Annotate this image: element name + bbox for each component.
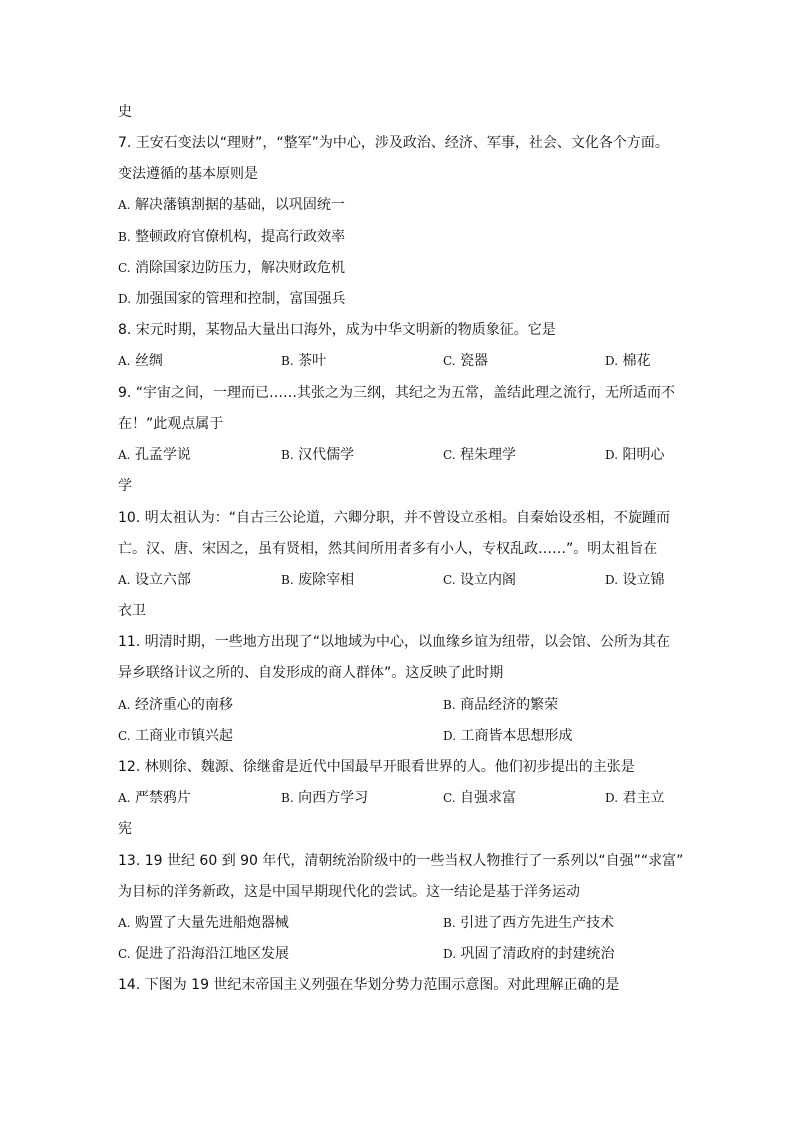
q7-stem-line-1: 7. 王安石变法以“理财”，“整军”为中心，涉及政治、经济、军事，社会、文化各个方面。: [118, 135, 669, 151]
q8-option-d[interactable]: [605, 351, 650, 371]
q11-option-d[interactable]: [443, 726, 572, 746]
option-text: 汉代儒学: [298, 447, 355, 463]
option-text: 废除宰相: [298, 572, 355, 588]
option-text: 整顿政府官僚机构，提高行政效率: [135, 229, 346, 245]
option-text: 向西方学习: [298, 790, 369, 806]
option-letter: C.: [443, 448, 456, 462]
q10-stem-line-1: 10. 明太祖认为：“自古三公论道，六卿分职，并不曾设立丞相。自秦始设丞相，不旋踵而: [118, 510, 670, 526]
option-letter: B.: [281, 573, 294, 587]
option-text: 商品经济的繁荣: [460, 697, 559, 713]
q9-option-d[interactable]: [605, 445, 664, 465]
option-text: 解决藩镇割据的基础，以巩固统一: [134, 197, 345, 213]
option-letter: A.: [118, 573, 131, 587]
option-text: 加强国家的管理和控制，富国强兵: [135, 291, 346, 307]
q12-stem-line-1: 12. 林则徐、魏源、徐继畬是近代中国最早开眼看世界的人。他们初步提出的主张是: [118, 759, 635, 775]
q9-option-wrap: 学: [118, 478, 132, 494]
q10-option-wrap: 衣卫: [118, 603, 146, 619]
option-text: 设立六部: [134, 572, 191, 588]
option-letter: D.: [605, 354, 619, 368]
q8-stem-line-1: 8. 宋元时期，某物品大量出口海外，成为中华文明新的物质象征。它是: [118, 322, 556, 338]
q8-option-b[interactable]: [281, 351, 326, 371]
option-letter: B.: [281, 791, 294, 805]
q7-stem-line-2: 变法遵循的基本原则是: [118, 166, 258, 182]
option-text: 君主立: [622, 790, 665, 806]
q10-option-d[interactable]: [605, 570, 664, 590]
option-text: 自强求富: [460, 790, 517, 806]
option-letter: D.: [605, 573, 619, 587]
option-letter: A.: [118, 698, 131, 712]
option-text: 丝绸: [134, 353, 163, 369]
option-letter: C.: [118, 729, 131, 743]
option-text: 设立锦: [622, 572, 665, 588]
q13-option-d[interactable]: [443, 944, 614, 964]
q12-option-b[interactable]: [281, 788, 368, 808]
option-text: 严禁鸦片: [134, 790, 191, 806]
option-text: 茶叶: [298, 353, 327, 369]
option-letter: D.: [605, 791, 619, 805]
option-text: 程朱理学: [460, 447, 517, 463]
q12-option-d[interactable]: [605, 788, 664, 808]
q13-option-b[interactable]: [443, 913, 614, 933]
option-text: 工商皆本思想形成: [460, 728, 573, 744]
q11-option-a[interactable]: [118, 695, 233, 715]
q10-option-c[interactable]: [443, 570, 516, 590]
option-letter: A.: [118, 198, 131, 212]
q13-stem-line-2: 为目标的洋务新政，这是中国早期现代化的尝试。这一结论是基于洋务运动: [118, 884, 580, 900]
q9-stem-line-1: 9. “宇宙之间，一理而已……其张之为三纲，其纪之为五常，盖结此理之流行，无所适而不: [118, 385, 676, 401]
option-text: 促进了沿海沿江地区发展: [135, 946, 290, 962]
option-letter: C.: [443, 791, 456, 805]
q11-stem-line-2: 异乡联络计议之所的、自发形成的商人群体”。这反映了此时期: [118, 665, 504, 681]
option-letter: C.: [118, 947, 131, 961]
option-text: 经济重心的南移: [134, 697, 233, 713]
q12-option-c[interactable]: [443, 788, 516, 808]
option-letter: B.: [443, 916, 456, 930]
option-letter: D.: [605, 448, 619, 462]
q9-option-c[interactable]: [443, 445, 516, 465]
option-letter: C.: [118, 261, 131, 275]
carry-over-text: 史: [118, 104, 132, 120]
q13-option-a[interactable]: [118, 913, 289, 933]
q10-option-b[interactable]: [281, 570, 354, 590]
q7-option-c[interactable]: [118, 258, 345, 278]
option-text: 引进了西方先进生产技术: [460, 915, 615, 931]
option-letter: A.: [118, 791, 131, 805]
q13-option-c[interactable]: [118, 944, 289, 964]
q7-option-a[interactable]: [118, 195, 345, 215]
option-letter: D.: [443, 947, 457, 961]
option-letter: B.: [118, 230, 131, 244]
q9-option-b[interactable]: [281, 445, 354, 465]
q10-option-a[interactable]: [118, 570, 191, 590]
option-letter: B.: [443, 698, 456, 712]
option-text: 设立内阁: [460, 572, 517, 588]
option-letter: D.: [118, 292, 132, 306]
q13-stem-line-1: 13. 19 世纪 60 到 90 年代，清朝统治阶级中的一些当权人物推行了一系列以“自强”“求富”: [118, 853, 684, 869]
option-text: 阳明心: [622, 447, 665, 463]
q7-option-d[interactable]: [118, 289, 345, 309]
option-letter: C.: [443, 354, 456, 368]
option-letter: D.: [443, 729, 457, 743]
q9-option-a[interactable]: [118, 445, 191, 465]
q14-stem-line-1: 14. 下图为 19 世纪末帝国主义列强在华划分势力范围示意图。对此理解正确的是: [118, 977, 620, 993]
option-letter: C.: [443, 573, 456, 587]
q12-option-a[interactable]: [118, 788, 191, 808]
q8-option-a[interactable]: [118, 351, 163, 371]
q11-option-b[interactable]: [443, 695, 558, 715]
option-text: 消除国家边防压力，解决财政危机: [135, 260, 346, 276]
option-text: 巩固了清政府的封建统治: [460, 946, 615, 962]
option-text: 购置了大量先进船炮器械: [134, 915, 289, 931]
option-letter: A.: [118, 354, 131, 368]
q12-option-wrap: 宪: [118, 821, 132, 837]
option-letter: A.: [118, 916, 131, 930]
q11-option-c[interactable]: [118, 726, 233, 746]
q7-option-b[interactable]: [118, 227, 345, 247]
option-text: 瓷器: [460, 353, 489, 369]
option-text: 工商业市镇兴起: [135, 728, 234, 744]
option-letter: B.: [281, 354, 294, 368]
option-text: 棉花: [622, 353, 651, 369]
q11-stem-line-1: 11. 明清时期，一些地方出现了“以地域为中心，以血缘乡谊为纽带，以会馆、公所为其在: [118, 634, 670, 650]
option-text: 孔孟学说: [134, 447, 191, 463]
option-letter: B.: [281, 448, 294, 462]
q10-stem-line-2: 亡。汉、唐、宋因之，虽有贤相，然其间所用者多有小人，专权乱政……”。明太祖旨在: [118, 541, 658, 557]
option-letter: A.: [118, 448, 131, 462]
q8-option-c[interactable]: [443, 351, 488, 371]
q9-stem-line-2: 在！”此观点属于: [118, 416, 224, 432]
